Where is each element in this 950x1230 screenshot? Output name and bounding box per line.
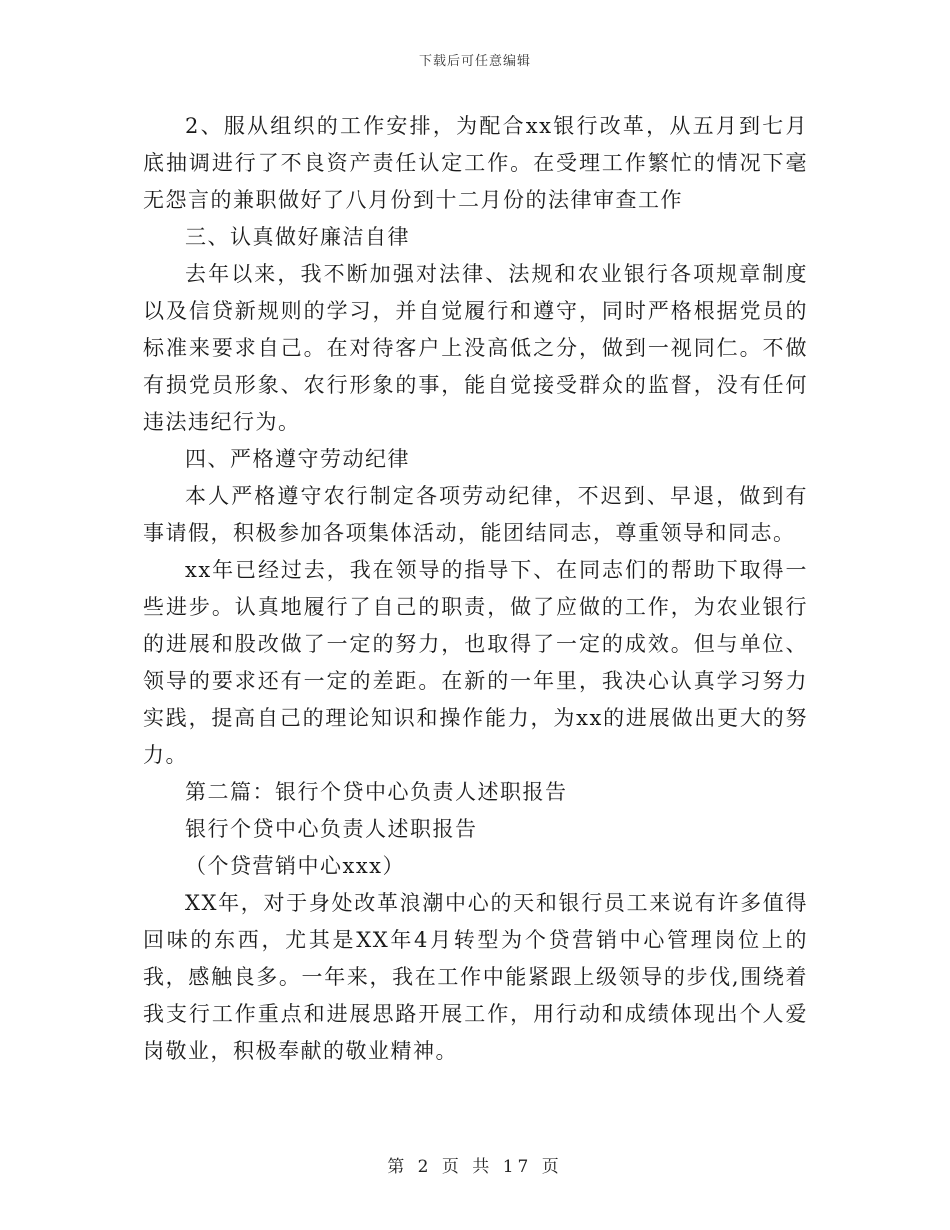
paragraph-summary: xx年已经过去，我在领导的指导下、在同志们的帮助下取得一些进步。认真地履行了自己的职责，做了应做的工作，为农业银行的进展和股改做了一定的努力，也取得了一定的成效。但与单位、领导的要求还有一定的差距。在新的一年里，我决心认真学习努力实践，提高自己的理论知识和操作能力，为xx的进展做出更大的努力。 (143, 558, 808, 767)
report-title: 银行个贷中心负责人述职报告 (185, 817, 478, 841)
page-number: 第 2 页 共 17 页 (387, 1157, 563, 1177)
page-header: 下载后可任意编辑 (418, 54, 531, 69)
section-heading-integrity: 三、认真做好廉洁自律 (185, 225, 410, 249)
paragraph-integrity: 去年以来，我不断加强对法律、法规和农业银行各项规章制度以及信贷新规则的学习，并自觉履行和遵守，同时严格根据党员的标准来要求自己。在对待客户上没高低之分，做到一视同仁。不做有损党员形象、农行形象的事，能自觉接受群众的监督，没有任何违法违纪行为。 (143, 262, 808, 434)
document-body (143, 108, 808, 1070)
paragraph-discipline: 本人严格遵守农行制定各项劳动纪律，不迟到、早退，做到有事请假，积极参加各项集体活动，能团结同志，尊重领导和同志。 (143, 484, 808, 545)
report-author: （个贷营销中心xxx） (185, 854, 406, 878)
section-heading-discipline: 四、严格遵守劳动纪律 (185, 447, 410, 471)
paragraph-report-intro: XX年，对于身处改革浪潮中心的天和银行员工来说有许多值得回味的东西，尤其是XX年4月转型为个贷营销中心管理岗位上的我，感触良多。一年来，我在工作中能紧跟上级领导的步伐,围绕着我支行工作重点和进展思路开展工作，用行动和成绩体现出个人爱岗敬业，积极奉献的敬业精神。 (143, 891, 808, 1063)
chapter-title: 第二篇：银行个贷中心负责人述职报告 (185, 780, 568, 804)
paragraph-service-arrangement: 2、服从组织的工作安排，为配合xx银行改革，从五月到七月底抽调进行了不良资产责任认定工作。在受理工作繁忙的情况下毫无怨言的兼职做好了八月份到十二月份的法律审查工作 (143, 114, 808, 212)
